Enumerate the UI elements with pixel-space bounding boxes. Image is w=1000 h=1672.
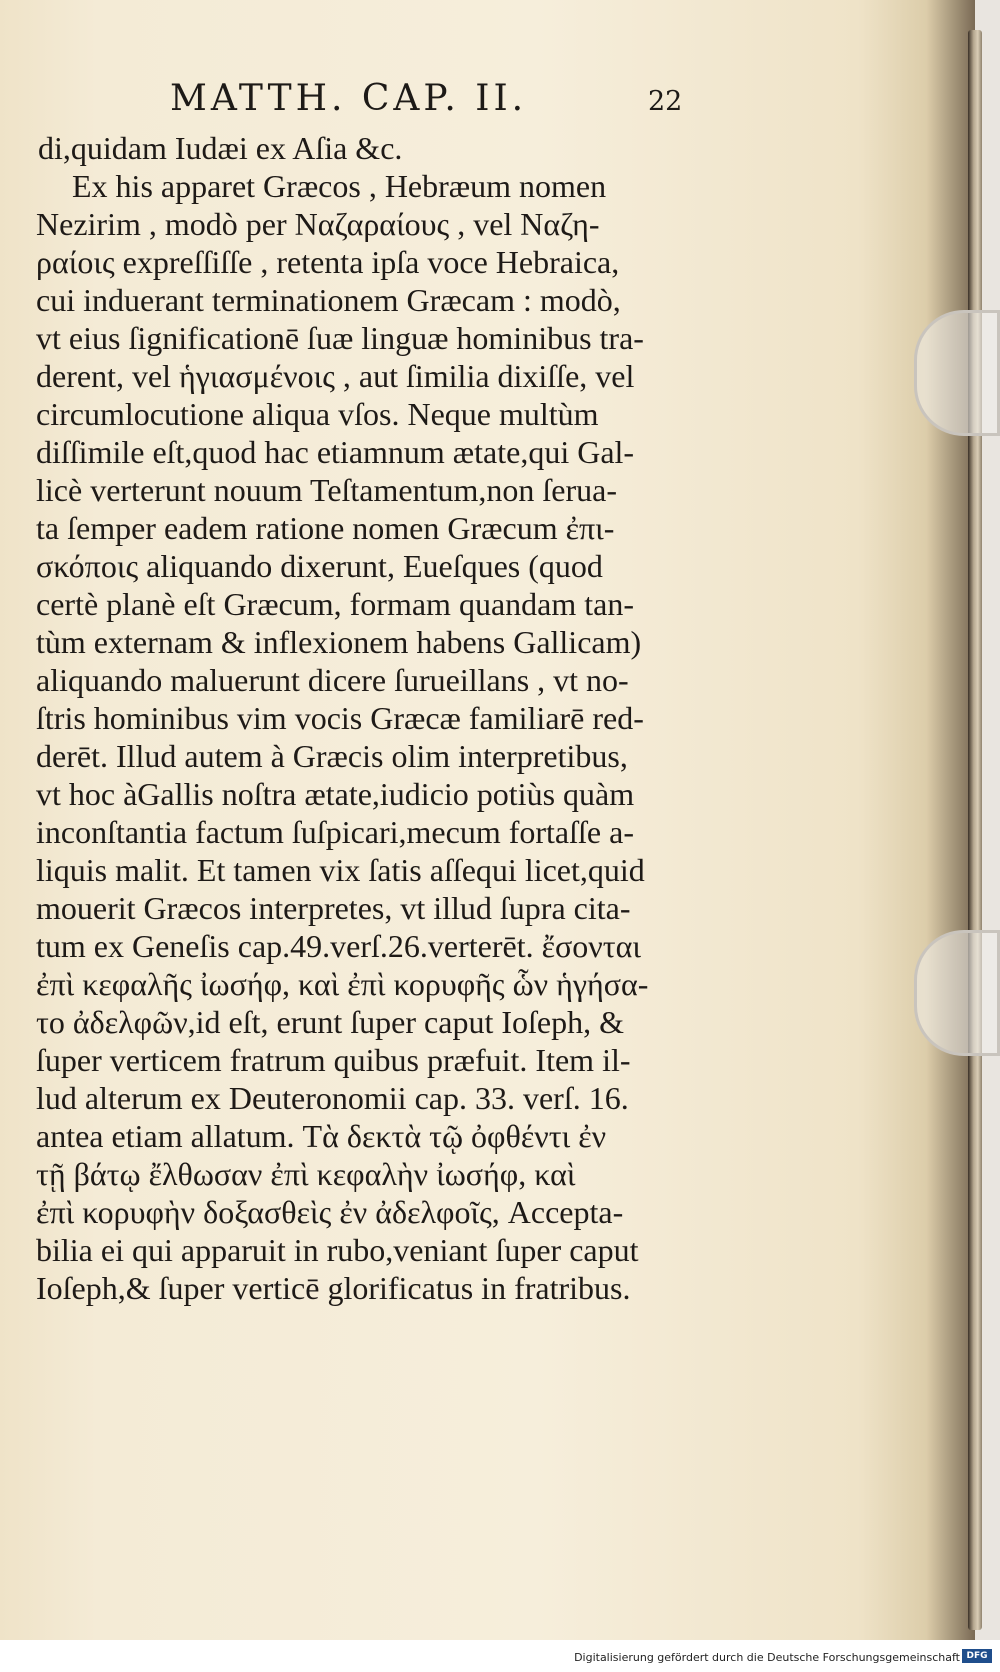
text-line: mouerit Græcos interpretes, vt illud ſupra cita- <box>36 890 631 926</box>
text-line: lud alterum ex Deuteronomii cap. 33. verſ. 16. <box>36 1080 629 1116</box>
text-line: Ex his apparet Græcos , Hebræum nomen <box>72 168 607 204</box>
text-line: bilia ei qui apparuit in rubo,veniant ſuper caput <box>36 1232 639 1268</box>
text-line: tùm externam & inflexionem habens Gallicam) <box>36 624 642 660</box>
text-line: ἐπὶ κεφαλῆς ἰωσήφ, καὶ ἐπὶ κορυφῆς ὧν ἡγήσα- <box>36 966 649 1002</box>
running-title: MATTH. CAP. II. <box>170 78 528 119</box>
text-line: certè planè eſt Græcum, formam quandam tan- <box>36 586 634 622</box>
text-line: vt eius ſignificationē ſuæ linguæ hominibus tra- <box>36 320 644 356</box>
text-line: το ἀδελφῶν,id eſt, erunt ſuper caput Ioſeph, & <box>36 1004 624 1040</box>
text-line: ραίοις expreſſiſſe , retenta ipſa voce Hebraica, <box>36 244 620 280</box>
text-line: tum ex Geneſis cap.49.verſ.26.verterēt. ἔσονται <box>36 928 641 964</box>
text-line: circumlocutione aliqua vſos. Neque multùm <box>36 396 599 432</box>
text-line: aliquando maluerunt dicere ſurueillans , vt no- <box>36 662 629 698</box>
text-line: Nezirim , modò per Ναζαραίους , vel Ναζη- <box>36 206 600 242</box>
text-line: liquis malit. Et tamen vix ſatis aſſequi licet,quid <box>36 852 645 888</box>
text-line: di,quidam Iudæi ex Aſia &c. <box>38 130 403 166</box>
text-line: licè verterunt nouum Teſtamentum,non ſerua- <box>36 472 617 508</box>
funding-credit: Digitalisierung gefördert durch die Deutsche Forschungsgemeinschaft <box>574 1651 960 1664</box>
text-line: inconſtantia factum ſuſpicari,mecum fortaſſe a- <box>36 814 634 850</box>
text-line: ἐπὶ κορυφὴν δοξασθεὶς ἐν ἀδελφοῖς, Accepta- <box>36 1194 624 1230</box>
text-line: cui induerant terminationem Græcam : modò, <box>36 282 621 318</box>
page-edge <box>968 30 982 1630</box>
text-line: diſſimile eſt,quod hac etiamnum ætate,qui Gal- <box>36 434 635 470</box>
text-line: Ioſeph,& ſuper verticē glorificatus in fratribus. <box>36 1270 631 1306</box>
text-line: σκόποις aliquando dixerunt, Eueſques (quod <box>36 548 603 584</box>
text-line: ſtris hominibus vim vocis Græcæ familiarē red- <box>36 700 644 736</box>
dfg-logo: DFG <box>962 1649 992 1663</box>
text-line: ta ſemper eadem ratione nomen Græcum ἐπι- <box>36 510 615 546</box>
text-line: antea etiam allatum. Τὰ δεκτὰ τῷ ὀφθέντι ἐν <box>36 1118 607 1154</box>
text-line: derēt. Illud autem à Græcis olim interpretibus, <box>36 738 628 774</box>
text-line: vt hoc àGallis noſtra ætate,iudicio potiùs quàm <box>36 776 635 812</box>
page-clip-top <box>914 310 1000 436</box>
text-line: derent, vel ἡγιασμένοις , aut ſimilia dixiſſe, vel <box>36 358 635 394</box>
page-clip-bottom <box>914 930 1000 1056</box>
text-line: ſuper verticem fratrum quibus præfuit. Item il- <box>36 1042 631 1078</box>
text-line: τῇ βάτῳ ἔλθωσαν ἐπὶ κεφαλὴν ἰωσήφ, καὶ <box>36 1156 576 1192</box>
page-number: 22 <box>648 86 683 117</box>
